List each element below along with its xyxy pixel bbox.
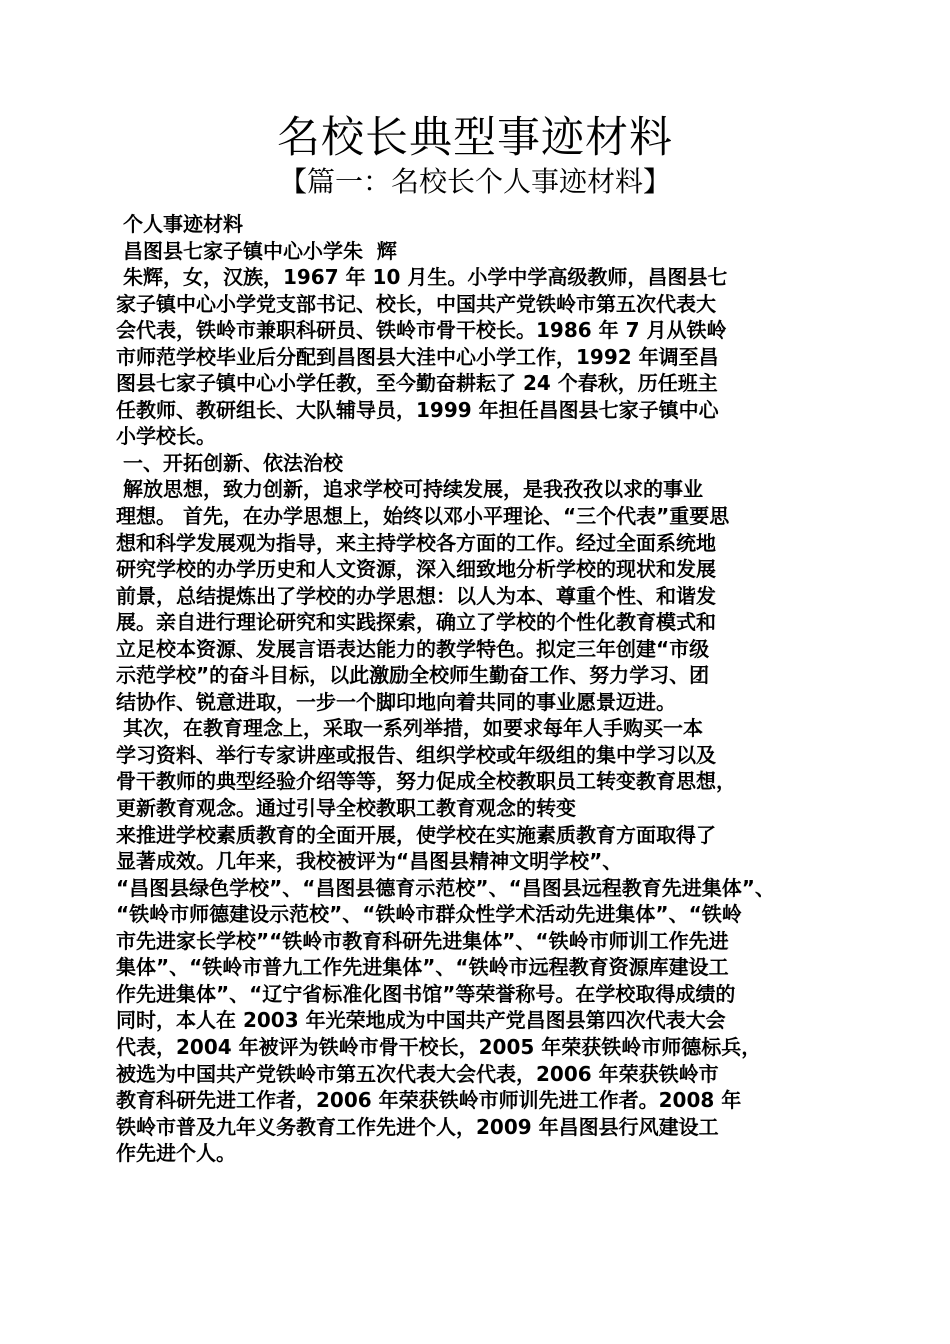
body-line: 小学校长。 (116, 424, 216, 449)
body-line: 骨干教师的典型经验介绍等等，努力促成全校教职员工转变教育思想， (116, 769, 736, 794)
body-line: 显著成效。几年来，我校被评为“昌图县精神文明学校”、 (116, 849, 623, 874)
body-line: 作先进集体”、“辽宁省标准化图书馆”等荣誉称号。在学校取得成绩的 (116, 981, 736, 1006)
body-line: 结协作、锐意进取，一步一个脚印地向着共同的事业愿景迈进。 (116, 689, 676, 714)
body-line: 立足校本资源、发展言语表达能力的教学特色。拟定三年创建“市级 (116, 636, 710, 661)
body-line: 个人事迹材料 (116, 212, 243, 236)
body-line: 前景，总结提炼出了学校的办学思想：以人为本、尊重个性、和谐发 (116, 583, 716, 608)
body-line: 代表，2004 年被评为铁岭市骨干校长，2005 年荣获铁岭市师德标兵， (116, 1034, 762, 1059)
body-line: 一、开拓创新、依法治校 (116, 450, 343, 475)
body-line: 任教师、教研组长、大队辅导员，1999 年担任昌图县七家子镇中心 (116, 397, 719, 422)
body-line: 研究学校的办学历史和人文资源，深入细致地分析学校的现状和发展 (116, 557, 716, 582)
document-title: 名校长典型事迹材料 (277, 113, 673, 163)
document-body (116, 211, 856, 1167)
body-line: 其次，在教育理念上，采取一系列举措，如要求每年人手购买一本 (116, 716, 703, 741)
body-line: 解放思想，致力创新，追求学校可持续发展，是我孜孜以求的事业 (116, 477, 703, 502)
body-line: 会代表，铁岭市兼职科研员、铁岭市骨干校长。1986 年 7 月从铁岭 (116, 318, 727, 343)
body-line: 来推进学校素质教育的全面开展，使学校在实施素质教育方面取得了 (116, 822, 716, 847)
body-line: 图县七家子镇中心小学任教，至今勤奋耕耘了 24 个春秋，历任班主 (116, 371, 718, 396)
body-line: 集体”、“铁岭市普九工作先进集体”、“铁岭市远程教育资源库建设工 (116, 955, 729, 980)
body-line: 教育科研先进工作者，2006 年荣获铁岭市师训先进工作者。2008 年 (116, 1088, 742, 1113)
body-line: 朱辉，女，汉族，1967 年 10 月生。小学中学高级教师，昌图县七 (116, 265, 728, 290)
body-line: “铁岭市师德建设示范校”、“铁岭市群众性学术活动先进集体”、“铁岭 (116, 902, 742, 927)
body-line: 市师范学校毕业后分配到昌图县大洼中心小学工作，1992 年调至昌 (116, 344, 719, 369)
body-line: 市先进家长学校”“铁岭市教育科研先进集体”、“铁岭市师训工作先进 (116, 928, 729, 953)
body-line: 示范学校”的奋斗目标，以此激励全校师生勤奋工作、努力学习、团 (116, 663, 710, 688)
document-subtitle: 【篇一：名校长个人事迹材料】 (278, 165, 671, 198)
body-line: 被选为中国共产党铁岭市第五次代表大会代表，2006 年荣获铁岭市 (116, 1061, 719, 1086)
body-line: 作先进个人。 (116, 1141, 236, 1166)
body-line: 想和科学发展观为指导，来主持学校各方面的工作。经过全面系统地 (116, 530, 716, 555)
body-line: 昌图县七家子镇中心小学朱 辉 (116, 238, 397, 263)
body-line: “昌图县绿色学校”、“昌图县德育示范校”、“昌图县远程教育先进集体”、 (116, 875, 775, 900)
body-line: 铁岭市普及九年义务教育工作先进个人，2009 年昌图县行风建设工 (116, 1114, 719, 1139)
body-line: 更新教育观念。通过引导全校教职工教育观念的转变 (116, 796, 576, 821)
body-line: 同时，本人在 2003 年光荣地成为中国共产党昌图县第四次代表大会 (116, 1008, 726, 1033)
body-line: 家子镇中心小学党支部书记、校长，中国共产党铁岭市第五次代表大 (116, 291, 716, 316)
body-line: 展。亲自进行理论研究和实践探索，确立了学校的个性化教育模式和 (116, 610, 716, 635)
body-line: 理想。 首先，在办学思想上，始终以邓小平理论、“三个代表”重要思 (116, 504, 730, 529)
body-line: 学习资料、举行专家讲座或报告、组织学校或年级组的集中学习以及 (116, 742, 716, 767)
